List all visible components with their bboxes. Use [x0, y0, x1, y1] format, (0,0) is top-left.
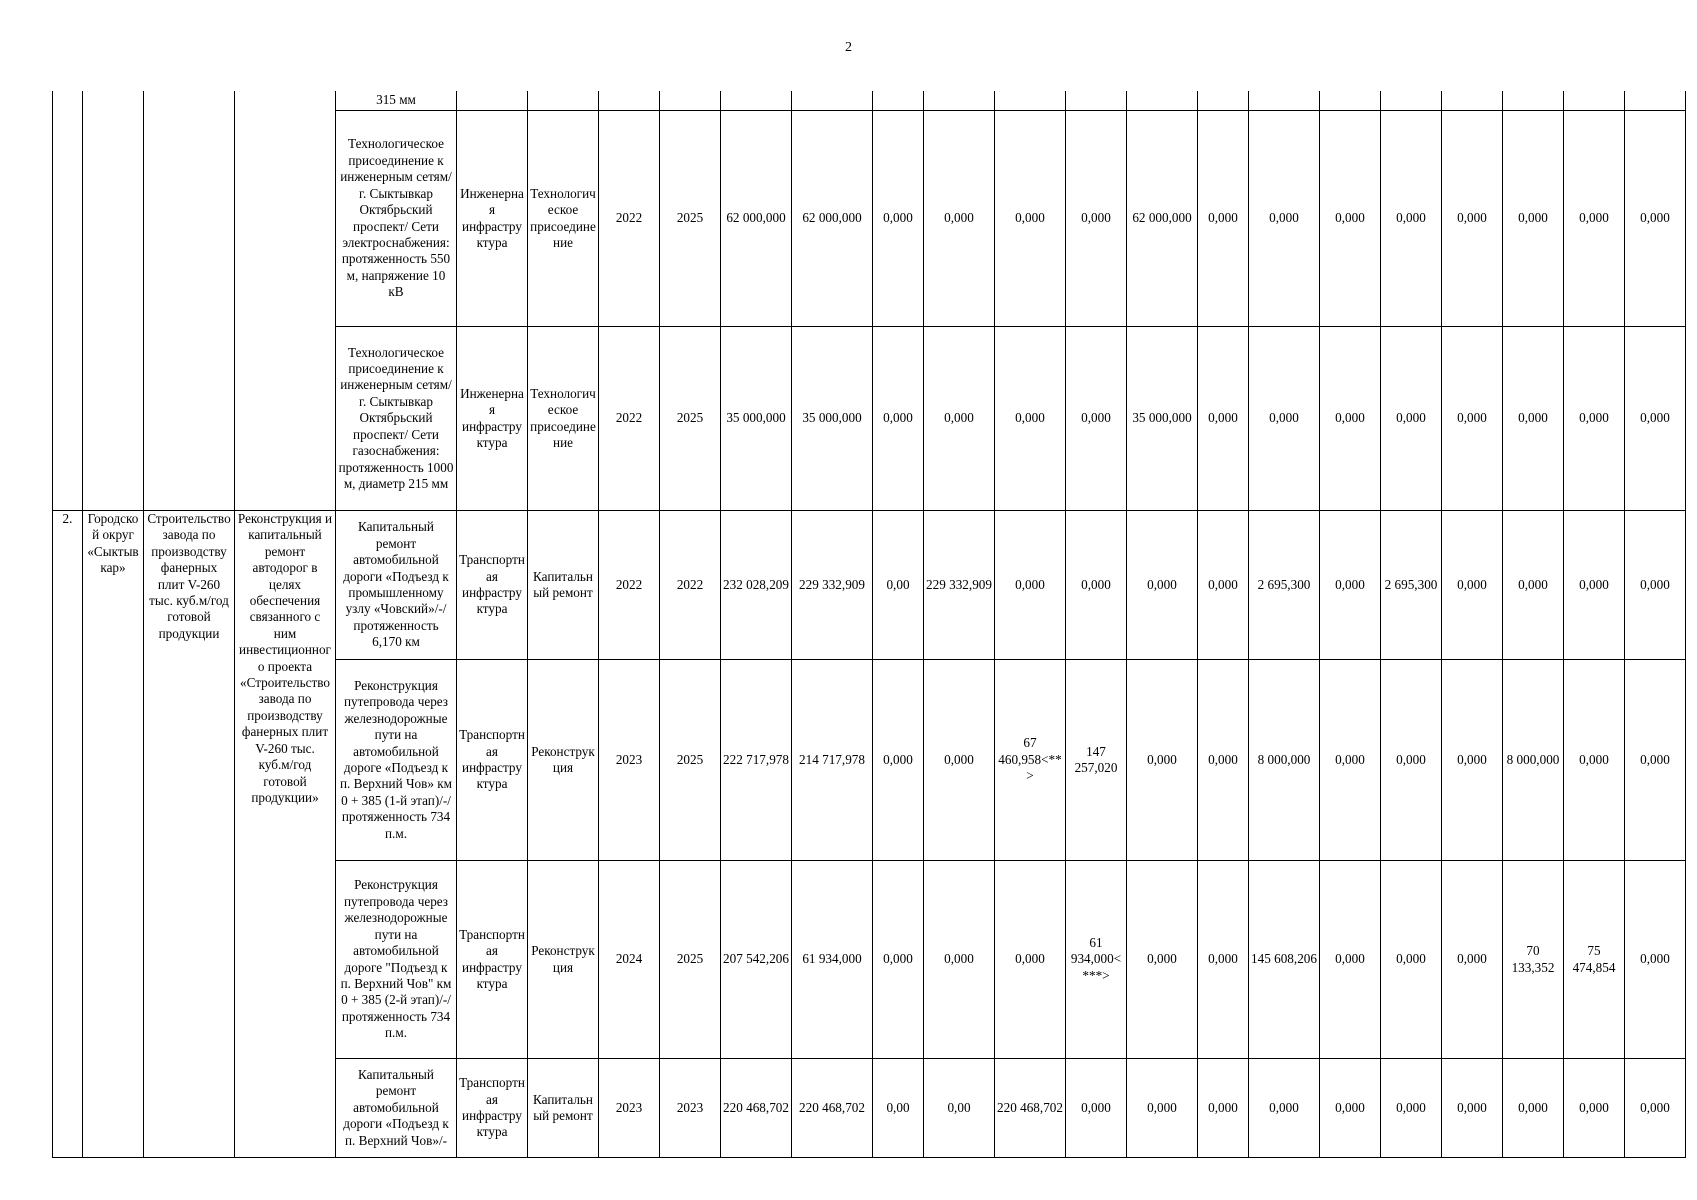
financing-table: [52, 91, 1686, 1158]
table-row: [53, 327, 1686, 511]
amount-cell: 229 332,909: [924, 511, 995, 660]
group-number-cell: 2.: [53, 511, 83, 1158]
end-year-cell: 2023: [660, 1059, 721, 1158]
infrastructure-type-cell: Транспортная инфраструктура: [457, 861, 528, 1059]
amount-cell: 0,00: [873, 1059, 924, 1158]
amount-cell: 0,000: [1625, 861, 1686, 1059]
amount-cell: 0,00: [873, 511, 924, 660]
amount-cell: 0,000: [1503, 327, 1564, 511]
amount-cell: 220 468,702: [721, 1059, 792, 1158]
amount-cell: 0,000: [924, 660, 995, 861]
event-cell: Реконструкция и капитальный ремонт автодорог в целях обеспечения связанного с ним инвестиционного проекта «Строительство завода по производству фанерных плит V-260 тыс. куб.м/год готовой продукции»: [235, 511, 336, 1158]
start-year-cell: 2022: [599, 511, 660, 660]
amount-cell: 0,000: [1127, 1059, 1198, 1158]
amount-cell: 0,000: [1198, 327, 1249, 511]
infrastructure-type-cell: Транспортная инфраструктура: [457, 660, 528, 861]
amount-cell: 61 934,000: [792, 861, 873, 1059]
start-year-cell: 2024: [599, 861, 660, 1059]
end-year-cell: 2022: [660, 511, 721, 660]
amount-cell: 8 000,000: [1249, 660, 1320, 861]
project-cell: Строительство завода по производству фанерных плит V-260 тыс. куб.м/год готовой продукции: [144, 511, 235, 1158]
infrastructure-type-cell: Инженерная инфраструктура: [457, 111, 528, 327]
amount-cell: 0,000: [1625, 511, 1686, 660]
amount-cell: 0,000: [1320, 327, 1381, 511]
amount-cell: 0,000: [1198, 660, 1249, 861]
amount-cell: 0,000: [924, 861, 995, 1059]
infrastructure-type-cell: Инженерная инфраструктура: [457, 327, 528, 511]
amount-cell: 0,000: [995, 327, 1066, 511]
amount-cell: 222 717,978: [721, 660, 792, 861]
amount-cell: 229 332,909: [792, 511, 873, 660]
amount-cell: 75 474,854: [1564, 861, 1625, 1059]
work-kind-cell: Технологическое присоединение: [528, 327, 599, 511]
amount-cell: 0,000: [1625, 111, 1686, 327]
amount-cell: 0,000: [995, 861, 1066, 1059]
amount-cell: 67 460,958<**>: [995, 660, 1066, 861]
amount-cell: 0,000: [1381, 327, 1442, 511]
amount-cell: 0,000: [1442, 660, 1503, 861]
start-year-cell: 2023: [599, 660, 660, 861]
amount-cell: 0,000: [1381, 861, 1442, 1059]
object-cell: Технологическое присоединение к инженерным сетям/ г. Сыктывкар Октябрьский проспект/ Сети газоснабжения: протяженность 1000 м, диаметр 215 мм: [336, 327, 457, 511]
amount-cell: 0,000: [1442, 1059, 1503, 1158]
amount-cell: 0,000: [1625, 660, 1686, 861]
amount-cell: 0,000: [1442, 111, 1503, 327]
amount-cell: 0,000: [1198, 1059, 1249, 1158]
amount-cell: 0,000: [1066, 1059, 1127, 1158]
start-year-cell: 2022: [599, 327, 660, 511]
amount-cell: 0,000: [1503, 111, 1564, 327]
amount-cell: 0,000: [1381, 660, 1442, 861]
amount-cell: 0,000: [873, 861, 924, 1059]
object-cell: Капитальный ремонт автомобильной дороги «Подъезд к промышленному узлу «Човский»/-/протяженность 6,170 км: [336, 511, 457, 660]
amount-cell: 0,000: [1564, 660, 1625, 861]
end-year-cell: 2025: [660, 111, 721, 327]
page-number: 2: [845, 40, 852, 55]
object-cell: Реконструкция путепровода через железнодорожные пути на автомобильной дороге «Подъезд к п. Верхний Чов» км 0 + 385 (1-й этап)/-/протяженность 734 п.м.: [336, 660, 457, 861]
amount-cell: 0,000: [1320, 511, 1381, 660]
amount-cell: 145 608,206: [1249, 861, 1320, 1059]
table-row: [53, 91, 1686, 111]
amount-cell: 0,000: [1564, 111, 1625, 327]
amount-cell: 0,000: [995, 111, 1066, 327]
object-cell: Технологическое присоединение к инженерным сетям/ г. Сыктывкар Октябрьский проспект/ Сети электроснабжения: протяженность 550 м, напряжение 10 кВ: [336, 111, 457, 327]
amount-cell: 0,000: [1442, 511, 1503, 660]
work-kind-cell: Технологическое присоединение: [528, 111, 599, 327]
amount-cell: 0,000: [1442, 861, 1503, 1059]
amount-cell: 61 934,000<***>: [1066, 861, 1127, 1059]
amount-cell: 0,000: [1320, 660, 1381, 861]
amount-cell: 0,000: [1066, 327, 1127, 511]
amount-cell: 0,000: [1564, 327, 1625, 511]
amount-cell: 0,000: [1127, 511, 1198, 660]
amount-cell: 0,000: [1198, 861, 1249, 1059]
amount-cell: 0,000: [1503, 511, 1564, 660]
amount-cell: 0,000: [1320, 111, 1381, 327]
amount-cell: 147 257,020: [1066, 660, 1127, 861]
amount-cell: 2 695,300: [1381, 511, 1442, 660]
amount-cell: 0,000: [873, 660, 924, 861]
work-kind-cell: Реконструкция: [528, 660, 599, 861]
amount-cell: 35 000,000: [1127, 327, 1198, 511]
amount-cell: 62 000,000: [792, 111, 873, 327]
amount-cell: 0,000: [924, 327, 995, 511]
amount-cell: 0,000: [1503, 1059, 1564, 1158]
amount-cell: 0,000: [1249, 1059, 1320, 1158]
amount-cell: 70 133,352: [1503, 861, 1564, 1059]
end-year-cell: 2025: [660, 660, 721, 861]
amount-cell: 0,000: [1625, 327, 1686, 511]
work-kind-cell: Реконструкция: [528, 861, 599, 1059]
table-row: [53, 111, 1686, 327]
object-cell: Капитальный ремонт автомобильной дороги «Подъезд к п. Верхний Чов»/-: [336, 1059, 457, 1158]
amount-cell: 0,000: [1625, 1059, 1686, 1158]
work-kind-cell: Капитальный ремонт: [528, 1059, 599, 1158]
amount-cell: 0,00: [924, 1059, 995, 1158]
object-cell-tail: 315 мм: [336, 91, 457, 111]
amount-cell: 0,000: [1249, 327, 1320, 511]
object-cell: Реконструкция путепровода через железнодорожные пути на автомобильной дороге "Подъезд к п. Верхний Чов" км 0 + 385 (2-й этап)/-/протяженность 734 п.м.: [336, 861, 457, 1059]
amount-cell: 0,000: [1066, 511, 1127, 660]
amount-cell: 0,000: [924, 111, 995, 327]
municipality-cell: Городской округ «Сыктывкар»: [83, 511, 144, 1158]
amount-cell: 62 000,000: [1127, 111, 1198, 327]
amount-cell: 0,000: [1320, 861, 1381, 1059]
amount-cell: 0,000: [1198, 511, 1249, 660]
amount-cell: 0,000: [1442, 327, 1503, 511]
end-year-cell: 2025: [660, 327, 721, 511]
amount-cell: 0,000: [1249, 111, 1320, 327]
amount-cell: 35 000,000: [792, 327, 873, 511]
amount-cell: 207 542,206: [721, 861, 792, 1059]
amount-cell: 220 468,702: [792, 1059, 873, 1158]
table-row: [53, 511, 1686, 660]
infrastructure-type-cell: Транспортная инфраструктура: [457, 511, 528, 660]
amount-cell: 0,000: [1127, 660, 1198, 861]
amount-cell: 0,000: [995, 511, 1066, 660]
amount-cell: 0,000: [1564, 1059, 1625, 1158]
amount-cell: 214 717,978: [792, 660, 873, 861]
amount-cell: 0,000: [1127, 861, 1198, 1059]
amount-cell: 2 695,300: [1249, 511, 1320, 660]
infrastructure-type-cell: Транспортная инфраструктура: [457, 1059, 528, 1158]
amount-cell: 0,000: [1381, 111, 1442, 327]
amount-cell: 0,000: [1320, 1059, 1381, 1158]
amount-cell: 8 000,000: [1503, 660, 1564, 861]
amount-cell: 220 468,702: [995, 1059, 1066, 1158]
end-year-cell: 2025: [660, 861, 721, 1059]
amount-cell: 0,000: [1198, 111, 1249, 327]
amount-cell: 0,000: [1066, 111, 1127, 327]
amount-cell: 0,000: [1564, 511, 1625, 660]
start-year-cell: 2023: [599, 1059, 660, 1158]
amount-cell: 232 028,209: [721, 511, 792, 660]
work-kind-cell: Капитальный ремонт: [528, 511, 599, 660]
amount-cell: 0,000: [873, 111, 924, 327]
amount-cell: 35 000,000: [721, 327, 792, 511]
amount-cell: 0,000: [873, 327, 924, 511]
amount-cell: 0,000: [1381, 1059, 1442, 1158]
amount-cell: 62 000,000: [721, 111, 792, 327]
start-year-cell: 2022: [599, 111, 660, 327]
